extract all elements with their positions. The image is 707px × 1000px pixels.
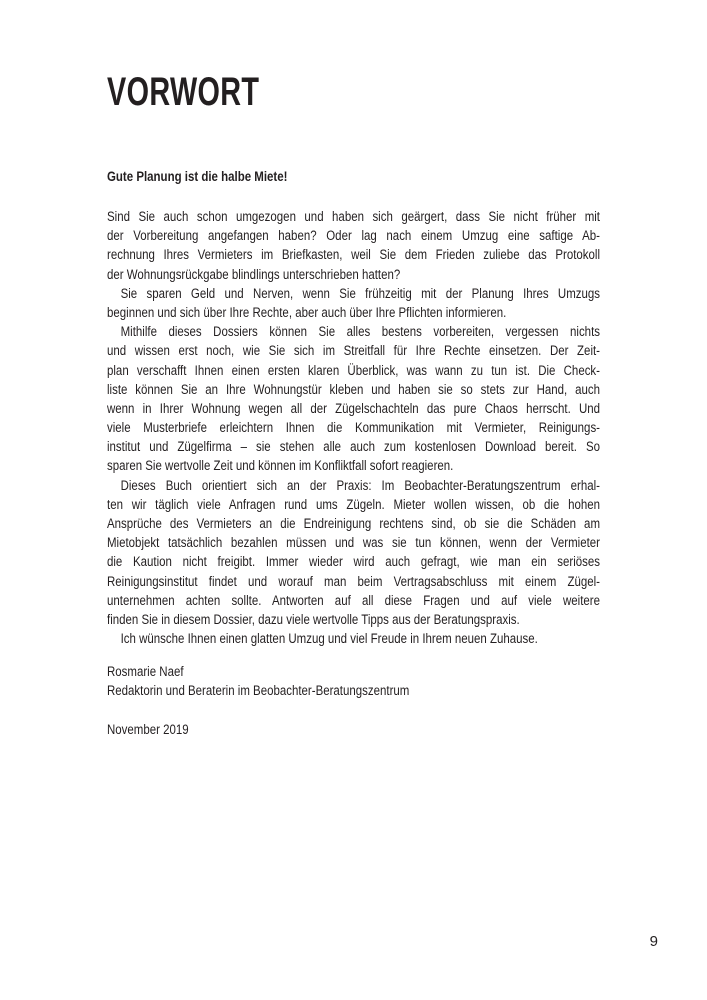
paragraph-1-line-3: rechnung Ihres Vermieters im Briefkasten, weil Sie dem Frieden zuliebe das Protokoll [107, 247, 600, 263]
paragraph-1-line-4: der Wohnungsrückgabe blindlings unterschrieben hatten? [107, 266, 401, 282]
signature-gap [107, 700, 600, 719]
body-text [107, 207, 600, 648]
paragraph-1-line-1: Sind Sie auch schon umgezogen und haben sich geärgert, dass Sie nicht früher mit [107, 209, 600, 224]
section-heading: Gute Planung ist die halbe Miete! [107, 169, 288, 184]
signature-name: Rosmarie Naef [107, 664, 184, 679]
paragraph-4-line-2: ten wir täglich viele Anfragen rund ums Zügeln. Mieter wollen wissen, ob die hohen [107, 496, 600, 512]
paragraph-3-line-6: viele Musterbriefe erleichtern Ihnen die Kommunikation mit Vermieter, Reinigungs- [107, 420, 600, 436]
paragraph-3-line-3: plan verschafft Ihnen einen ersten klaren Überblick, was wann zu tun ist. Die Check- [107, 362, 600, 378]
page-title: VORWORT [107, 70, 260, 114]
paragraph-4-line-7: unternehmen achten sollte. Antworten auf all diese Fragen und auf viele weitere [107, 592, 600, 608]
signature-role: Redaktorin und Beraterin im Beobachter-Beratungszentrum [107, 683, 410, 699]
signature-block [107, 662, 600, 739]
paragraph-4-line-3: Ansprüche des Vermieters an die Endreinigung rechtens sind, ob sie die Schäden am [107, 516, 600, 531]
paragraph-3-line-1: Mithilfe dieses Dossiers können Sie alles bestens vorbereiten, vergessen nichts [120, 324, 600, 340]
paragraph-3-line-7: institut und Zügelfirma – sie stehen alle auch zum kostenlosen Download bereit. So [107, 439, 600, 455]
paragraph-4-line-5: die Kaution nicht freigibt. Immer wieder wird auch gefragt, wie man ein seriöses [107, 554, 600, 570]
paragraph-3-line-4: liste können Sie an Ihre Wohnungstür kleben und haben sie so stets zur Hand, auch [107, 381, 600, 397]
signature-date: November 2019 [107, 721, 189, 737]
paragraph-4-line-8: finden Sie in diesem Dossier, dazu viele wertvolle Tipps aus der Beratungspraxis. [107, 611, 520, 627]
paragraph-4-line-1: Dieses Buch orientiert sich an der Praxis: Im Beobachter-Beratungszentrum erhal- [120, 477, 600, 493]
paragraph-1-line-2: der Vorbereitung angefangen haben? Oder lag nach einem Umzug eine saftige Ab- [107, 228, 600, 244]
paragraph-4-line-6: Reinigungsinstitut findet und worauf man beim Vertragsabschluss mit einem Zügel- [107, 573, 600, 589]
paragraph-4-line-4: Mietobjekt tatsächlich bezahlen müssen und was sie tun können, wenn der Vermieter [107, 535, 600, 551]
paragraph-2-line-2: beginnen und sich über Ihre Rechte, aber auch über Ihre Pflichten informieren. [107, 304, 507, 320]
page-number: 9 [649, 933, 658, 950]
paragraph-5-line-1: Ich wünsche Ihnen einen glatten Umzug und viel Freude in Ihrem neuen Zuhause. [120, 631, 538, 647]
paragraph-3-line-8: sparen Sie wertvolle Zeit und können im Konfliktfall sofort reagieren. [107, 458, 454, 474]
paragraph-2-line-1: Sie sparen Geld und Nerven, wenn Sie frühzeitig mit der Planung Ihres Umzugs [120, 285, 600, 301]
paragraph-3-line-5: wenn in Ihrer Wohnung wegen all der Zügelschachteln das pure Chaos herrscht. Und [107, 400, 600, 416]
paragraph-3-line-2: und wissen erst noch, wie Sie sich im Streitfall für Ihre Rechte einsetzen. Der Zeit- [107, 343, 600, 359]
